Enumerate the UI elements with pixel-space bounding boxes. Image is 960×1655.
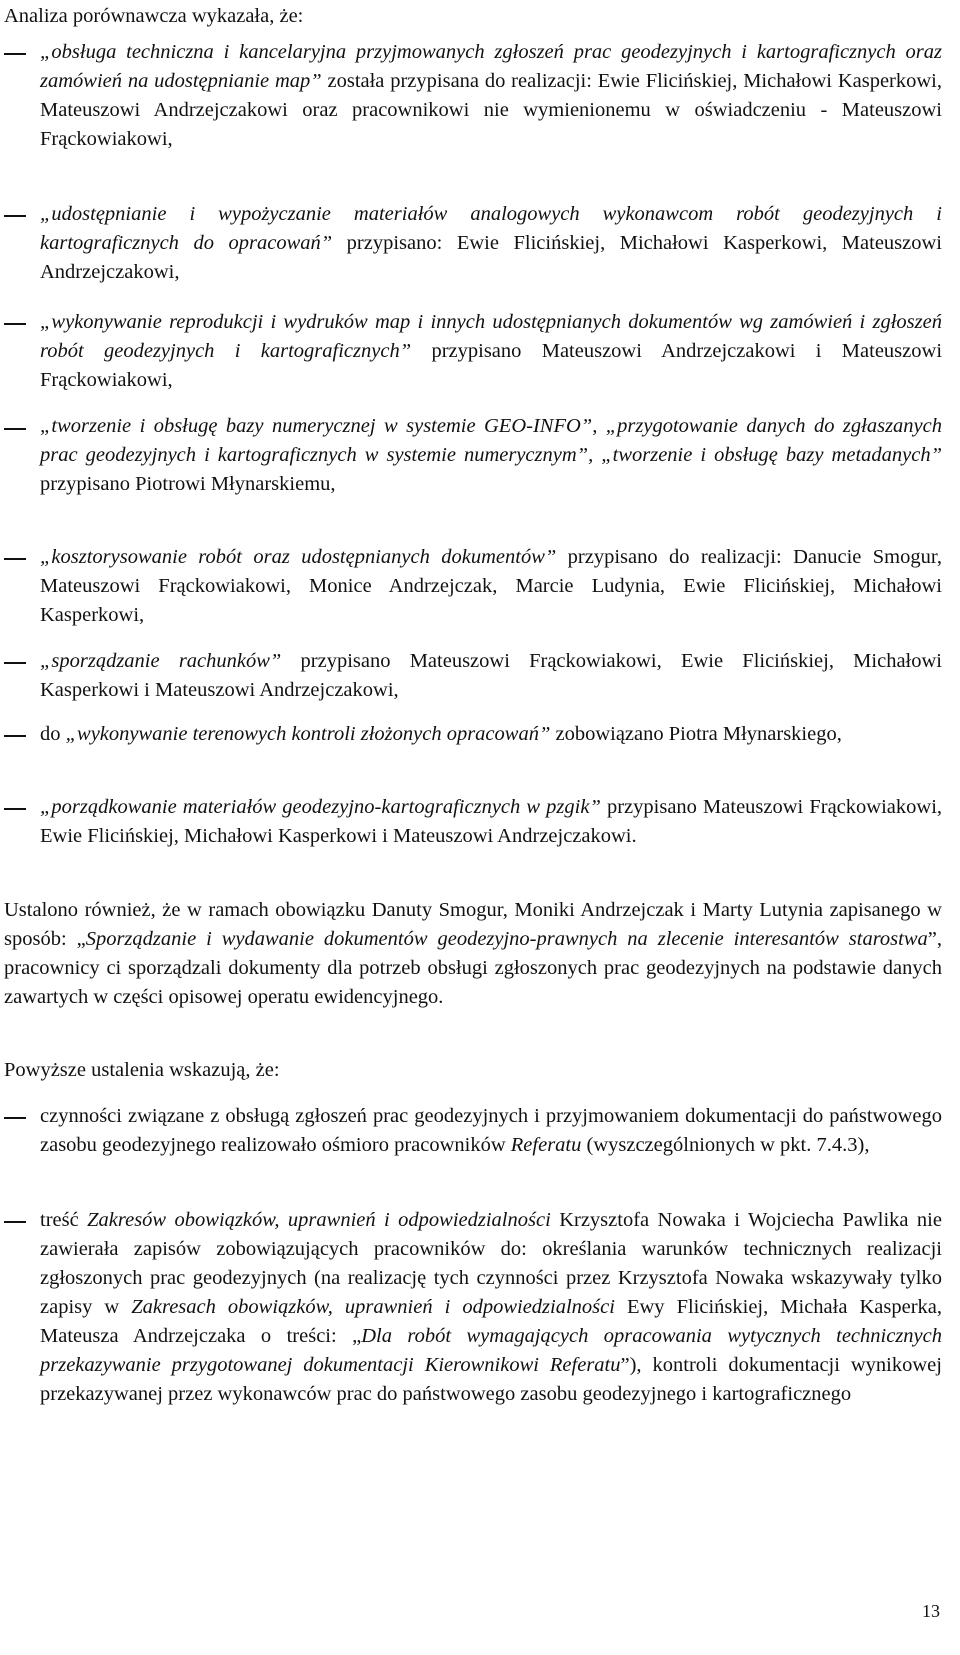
list-item: „wykonywanie reprodukcji i wydruków map i innych udostępnianych dokumentów wg zamówień i zgłoszeń robót geodezyjnych i kartograficznych” przypisano Mateuszowi Andrzejczakowi i Mateuszowi Frąckowiakowi, [40,311,943,391]
list-item: czynności związane z obsługą zgłoszeń prac geodezyjnych i przyjmowaniem dokumentacji do państwowego zasobu geodezyjnego realizowało ośmioro pracowników Referatu (wyszczególnionych w pkt. 7.4.3), [40,1105,942,1156]
bullet-dash [4,558,26,560]
bullet-dash [4,53,26,55]
bullet-dash [4,808,26,810]
paragraph: Powyższe ustalenia wskazują, że: [4,1059,280,1081]
bullet-dash [4,1221,26,1223]
paragraph: Ustalono również, że w ramach obowiązku Danuty Smogur, Moniki Andrzejczak i Marty Lutynia zapisanego w sposób: „Sporządzanie i wydawanie dokumentów geodezyjno-prawnych na zlecenie interesantów starostwa”, pracownicy ci sporządzali dokumenty dla potrzeb obsługi zgłoszonych prac geodezyjnych na podstawie danych zawartych w części opisowej operatu ewidencyjnego. [4,899,942,1008]
list-item: „tworzenie i obsługę bazy numerycznej w systemie GEO-INFO”, „przygotowanie danych do zgłaszanych prac geodezyjnych i kartograficznych w systemie numerycznym”, „tworzenie i obsługę bazy metadanych” przypisano Piotrowi Młynarskiemu, [40,415,942,495]
bullet-dash [4,215,26,217]
bullet-dash [4,1117,26,1119]
bullet-dash [4,735,26,737]
list-item: „obsługa techniczna i kancelaryjna przyjmowanych zgłoszeń prac geodezyjnych i kartograficznych oraz zamówień na udostępnianie map” została przypisana do realizacji: Ewie Flicińskiej, Michałowi Kasperkowi, Mateuszowi Andrzejczakowi oraz pracownikowi nie wymienionemu w oświadczeniu - Mateuszowi Frąckowiakowi, [40,41,943,150]
bullet-dash [4,662,26,664]
list-item: „udostępnianie i wypożyczanie materiałów analogowych wykonawcom robót geodezyjnych i kartograficznych do opracowań” przypisano: Ewie Flicińskiej, Michałowi Kasperkowi, Mateuszowi Andrzejczakowi, [40,203,942,283]
list-item: treść Zakresów obowiązków, uprawnień i odpowiedzialności Krzysztofa Nowaka i Wojciecha Pawlika nie zawierała zapisów zobowiązujących pracowników do: określania warunków technicznych realizacji zgłoszonych prac geodezyjnych (na realizację tych czynności przez Krzysztofa Nowaka wskazywały tylko zapisy w Zakresach obowiązków, uprawnień i odpowiedzialności Ewy Flicińskiej, Michała Kasperka, Mateusza Andrzejczaka o treści: „Dla robót wymagających opracowania wytycznych technicznych przekazywanie przygotowanej dokumentacji Kierownikowi Referatu”), kontroli dokumentacji wynikowej przekazywanej przez wykonawców prac do państwowego zasobu geodezyjnego i kartograficznego [40,1209,942,1405]
page-number: 13 [922,1601,940,1621]
list-item: „sporządzanie rachunków” przypisano Mateuszowi Frąckowiakowi, Ewie Flicińskiej, Michałowi Kasperkowi i Mateuszowi Andrzejczakowi, [40,650,942,701]
list-item: „kosztorysowanie robót oraz udostępnianych dokumentów” przypisano do realizacji: Danucie Smogur, Mateuszowi Frąckowiakowi, Monice Andrzejczak, Marcie Ludynia, Ewie Flicińskiej, Michałowi Kasperkowi, [40,546,942,626]
bullet-dash [4,428,26,430]
list-item: do „wykonywanie terenowych kontroli złożonych opracowań” zobowiązano Piotra Młynarskiego, [40,723,842,745]
intro-line: Analiza porównawcza wykazała, że: [4,5,304,27]
list-item: „porządkowanie materiałów geodezyjno-kartograficznych w pzgik” przypisano Mateuszowi Frąckowiakowi, Ewie Flicińskiej, Michałowi Kasperkowi i Mateuszowi Andrzejczakowi. [40,796,943,847]
bullet-dash [4,323,26,325]
